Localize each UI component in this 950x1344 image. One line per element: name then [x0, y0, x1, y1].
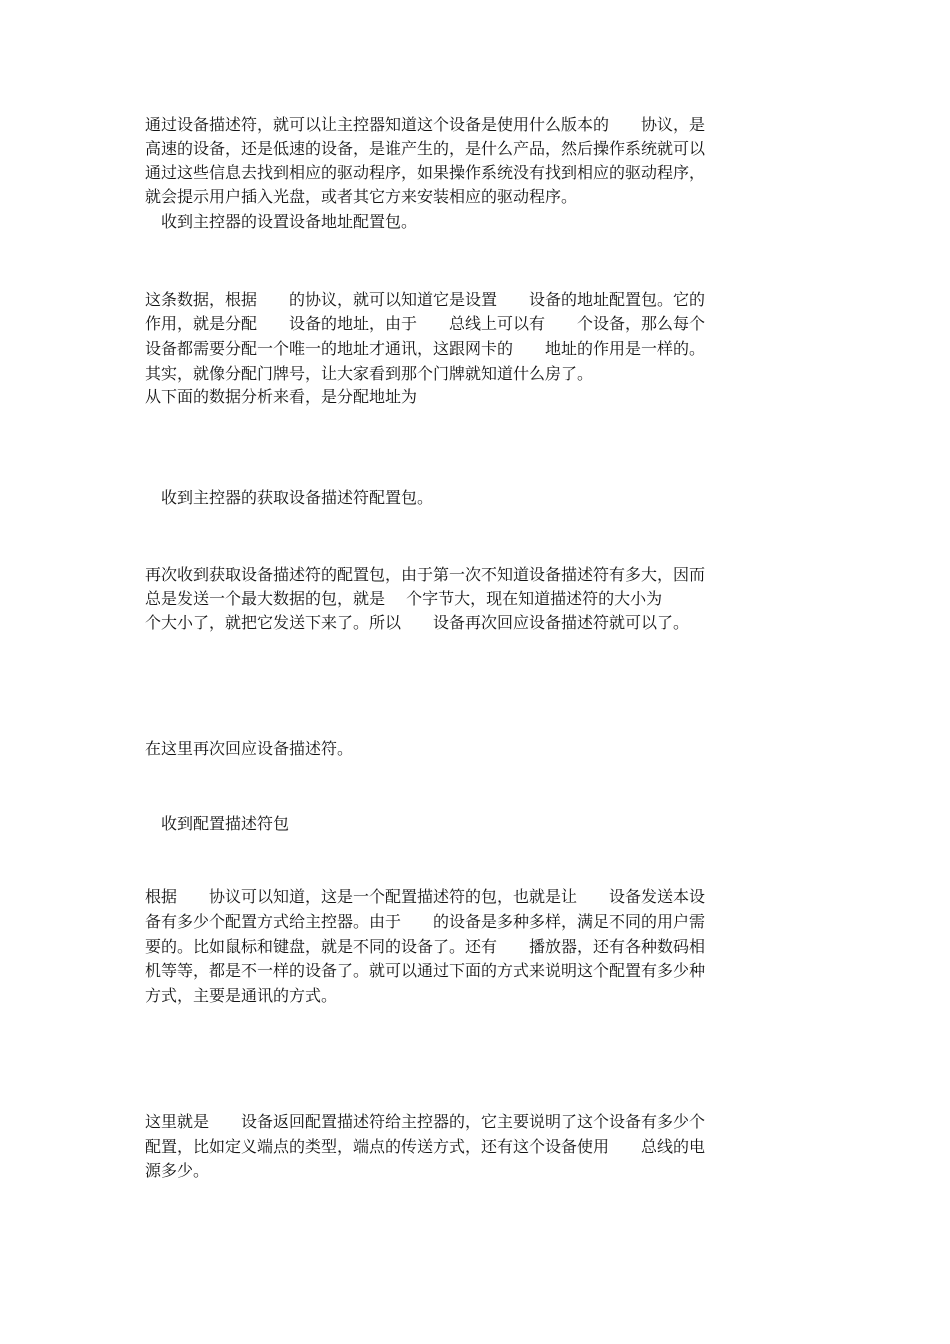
text-line: 要的。比如鼠标和键盘，就是不同的设备了。还有 播放器，还有各种数码相: [145, 937, 706, 956]
text-line: 作用，就是分配 设备的地址，由于 总线上可以有 个设备，那么每个: [145, 314, 706, 333]
text-line: 这条数据，根据 的协议，就可以知道它是设置 设备的地址配置包。它的: [145, 290, 706, 309]
text-line: 个大小了，就把它发送下来了。所以 设备再次回应设备描述符就可以了。: [145, 613, 690, 632]
text-line: 备有多少个配置方式给主控器。由于 的设备是多种多样，满足不同的用户需: [145, 912, 706, 931]
section-heading: 收到主控器的获取设备描述符配置包。: [145, 488, 434, 507]
text-line: 其实，就像分配门牌号，让大家看到那个门牌就知道什么房了。: [145, 364, 594, 383]
text-line: 就会提示用户插入光盘，或者其它方来安装相应的驱动程序。: [145, 187, 578, 206]
section-heading: 收到主控器的设置设备地址配置包。: [145, 212, 418, 231]
section-heading: 收到配置描述符包: [145, 814, 290, 833]
text-line: 根据 协议可以知道，这是一个配置描述符的包，也就是让 设备发送本设: [145, 887, 706, 906]
text-line: 通过设备描述符，就可以让主控器知道这个设备是使用什么版本的 协议，是: [145, 115, 706, 134]
text-line: 这里就是 设备返回配置描述符给主控器的，它主要说明了这个设备有多少个: [145, 1112, 706, 1131]
text-line: 机等等，都是不一样的设备了。就可以通过下面的方式来说明这个配置有多少种: [145, 961, 706, 980]
text-line: 总是发送一个最大数据的包，就是 个字节大，现在知道描述符的大小为: [145, 589, 663, 608]
text-line: 再次收到获取设备描述符的配置包，由于第一次不知道设备描述符有多大，因而: [145, 565, 706, 584]
text-line: 从下面的数据分析来看，是分配地址为: [145, 387, 418, 406]
text-line: 设备都需要分配一个唯一的地址才通讯，这跟网卡的 地址的作用是一样的。: [145, 339, 706, 358]
text-line: 配置，比如定义端点的类型，端点的传送方式，还有这个设备使用 总线的电: [145, 1137, 706, 1156]
text-line: 源多少。: [145, 1161, 210, 1180]
text-line: 通过这些信息去找到相应的驱动程序，如果操作系统没有找到相应的驱动程序，: [145, 163, 706, 182]
text-line: 方式，主要是通讯的方式。: [145, 986, 338, 1005]
text-line: 高速的设备，还是低速的设备，是谁产生的，是什么产品，然后操作系统就可以: [145, 139, 706, 158]
text-line: 在这里再次回应设备描述符。: [145, 739, 354, 758]
